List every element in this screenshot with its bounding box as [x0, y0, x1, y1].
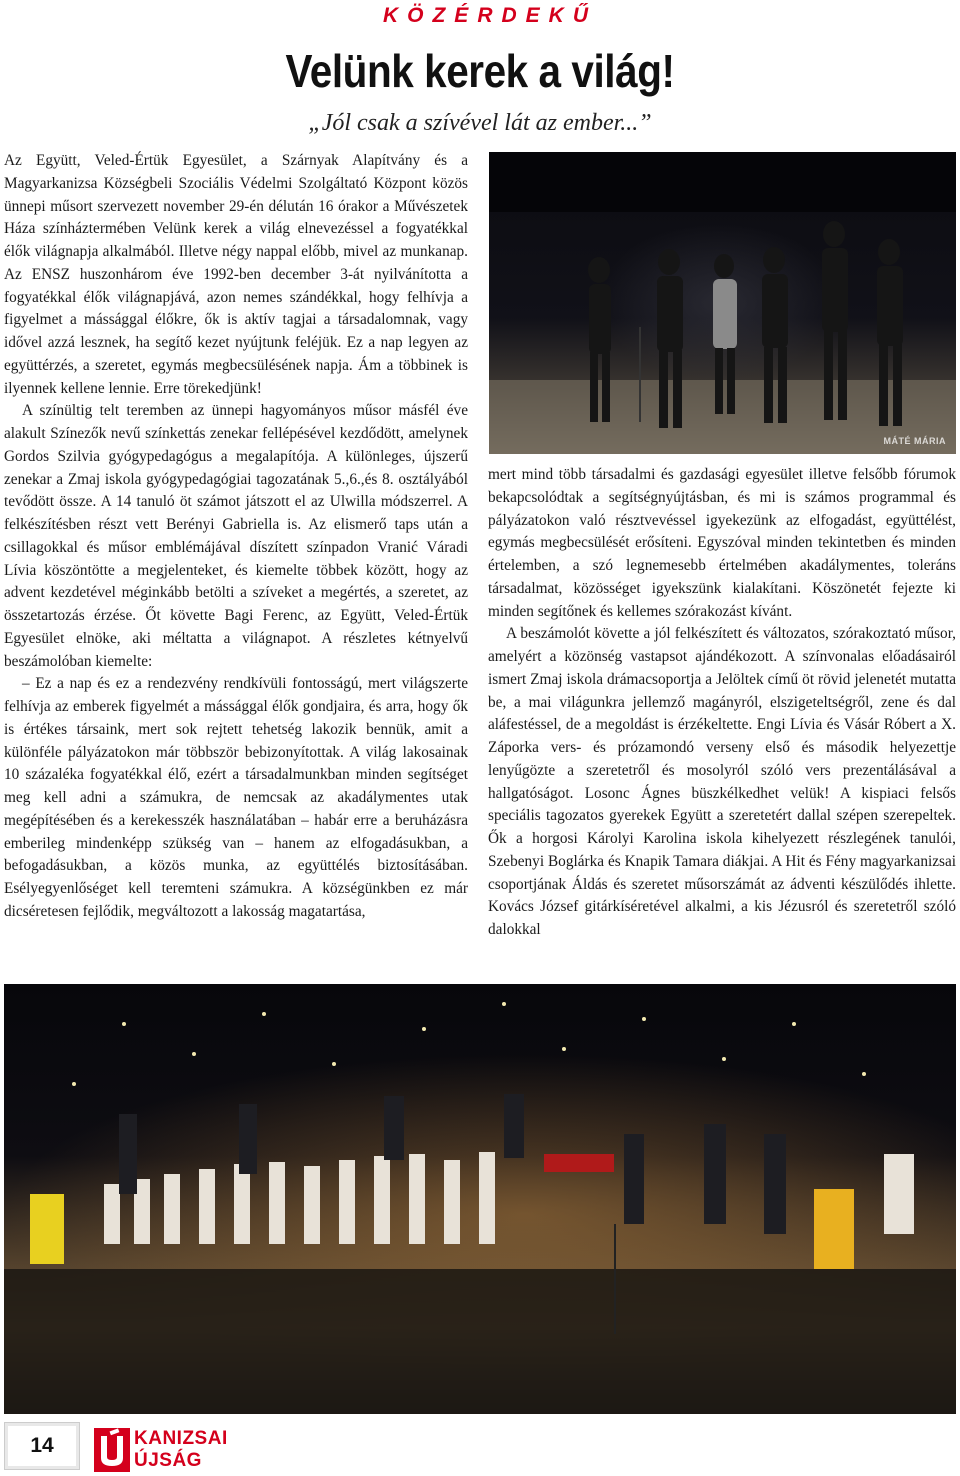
section-label: KÖZÉRDEKŰ	[382, 4, 597, 27]
paragraph: Az Együtt, Veled-Értük Egyesület, a Szárnyak Alapítvány és a Magyarkanizsa Községbeli Szociális Védelmi Szolgáltató Központ közös ünnepi műsort szervezett november 29-én délután 16 órakor a Művészetek Háza színháztermében Velünk kerek a világ elnevezéssel a fogyatékkal élők világnapja alkalmából. Illetve négy nappal előbb, mivel az munkanap. Az ENSZ huszonhárom éve 1992-ben december 3-át nyilvánította a fogyatékkal élők világnapjává, azon nemes szándékkal, hogy felhívja a figyelmet a mássággal élőkre, ők is aktív tagjai a társadalomnak, vagy idővel azzá lesznek, ha segítő kezet nyújtunk feléjük. Ez a nap legyen az együttérzés, a szeretet, egymás megbecsülésének napja. Ám a többinek is ilyennek kellene lennie. Erre törekedjünk!	[4, 152, 468, 397]
paragraph: – Ez a nap és ez a rendezvény rendkívüli fontosságú, mert világszerte felhívja az emberek figyelmét a mássággal élők gondjaira, és arra, hogy ők is értékes társaink, mert sok rejtett tehetség lakozik bennük, amit a különféle pályázatokon már többször bebizonyítottak. A világ lakosainak 10 százaléka fogyatékkal élő, ezért a társadalmunkban minden segítséget meg kell adni a számukra, de nemcsak az akadálymentes utak megépítésében és a kerekesszék használatában – habár erre a beruházásra emberileg mindenképp szükség van – hanem az elfogadásukban, a befogadásukban, a közös munka, az együttélés biztosításában. Esélyegyenlőséget kell teremteni számukra. A községünkben ez már dicséretesen fejlődik, megváltozott a lakosság magatartása,	[4, 675, 468, 920]
stage-performance-illustration	[489, 152, 956, 454]
page-number: 14	[4, 1422, 80, 1470]
paragraph: A beszámolót követte a jól felkészített és változatos, szórakoztató műsor, amelyért a közönség vastapsot ajándékozott. A színvonalas előadásairól ismert Zmaj iskola drámacsoportja a Jelöltek című öt rövid jelenetét mutatta be, a mai világunkra jellemző magányról, elszigeteltségről, zene és dal aláfestéssel, de a megoldást is érzékeltette. Engi Lívia és Vásár Róbert a X. Záporka vers- és prózamondó verseny első és második helyezettje lenyűgözte a szeretetről és mosolyról szóló vers prezentálásával a hallgatóságot. Losonc Ágnes büszkélkedhet velük! A kispiaci felsős speciális tagozatos gyerekek Együtt a szeretetért dallal szépen szerepeltek. Ők a horgosi Károlyi Karolina iskola kihelyezett részlegének tanulói, Szebenyi Boglárka és Knapik Tamara diákjai. A Hit és Fény magyarkanizsai csoportjának Áldás és szeretet műsorszámát az ádventi készülődés ihlette. Kovács József gitárkíséretével alkalmi, a kis Jézusról és szeretetről szóló dalokkal	[488, 625, 956, 938]
stage-performance-photo	[489, 152, 956, 454]
publication-logo	[94, 1428, 254, 1472]
group-stage-illustration	[4, 984, 956, 1414]
publication-name-line2: ÚJSÁG	[134, 1450, 202, 1471]
left-text-column	[4, 150, 468, 924]
publication-name-line1: KANIZSAI	[134, 1428, 228, 1449]
subheadline: „Jól csak a szívével lát az ember...”	[308, 110, 652, 136]
paragraph: mert mind több társadalmi és gazdasági egyesület illetve felsőbb fórumok bekapcsolódtak a segítségnyújtásban, és mi is számos programmal és pályázatokon való résztvevéssel igyekezünk az elfogadást, együttélést, egymás megbecsülését erősíteni. Egyszóval minden tekintetben és minden értelemben, a szó legnemesebb értelmében akadálymentes, toleráns társadalmat, közösséget igyekszünk kialakítani. Köszönetét fejezte ki minden segítőnek és kellemes szórakozást kívánt.	[488, 466, 956, 620]
kanizsai-ujsag-logo-icon	[94, 1428, 130, 1472]
photo-credit: MÁTÉ MÁRIA	[883, 436, 946, 446]
right-text-column	[488, 464, 956, 942]
group-stage-photo	[4, 984, 956, 1414]
paragraph: A színültig telt teremben az ünnepi hagyományos műsor másfél éve alakult Színezők nevű színkettás zenekar fellépésével kezdődött, amelynek Gordos Szilvia gyógypedagógus a megalapítója. A különleges, újszerű zenekar a Zmaj iskola gyógypedagógiai tagozatának 5.,6.,és 8. osztályából tevődött össze. A 14 tanuló öt számot játszott el az Ulwilla módszerrel. A felkészítésben részt vett Berényi Gabriella is. Az elismerő taps után a csillagokkal és műsor emblémájával díszített színpadon Vranić Váradi Lívia köszöntötte a megjelenteket, és kiemelte többek között, hogy az advent kezdetével méginkább betölti a szíveket a megértés, a szeretet, az összetartozás érzése. Őt követte Bagi Ferenc, az Együtt, Veled-Értük Egyesület elnöke, aki méltatta a világnapot. A részletes kétnyelvű beszámolóban kiemelte:	[4, 402, 468, 670]
headline: Velünk kerek a világ!	[285, 45, 675, 97]
